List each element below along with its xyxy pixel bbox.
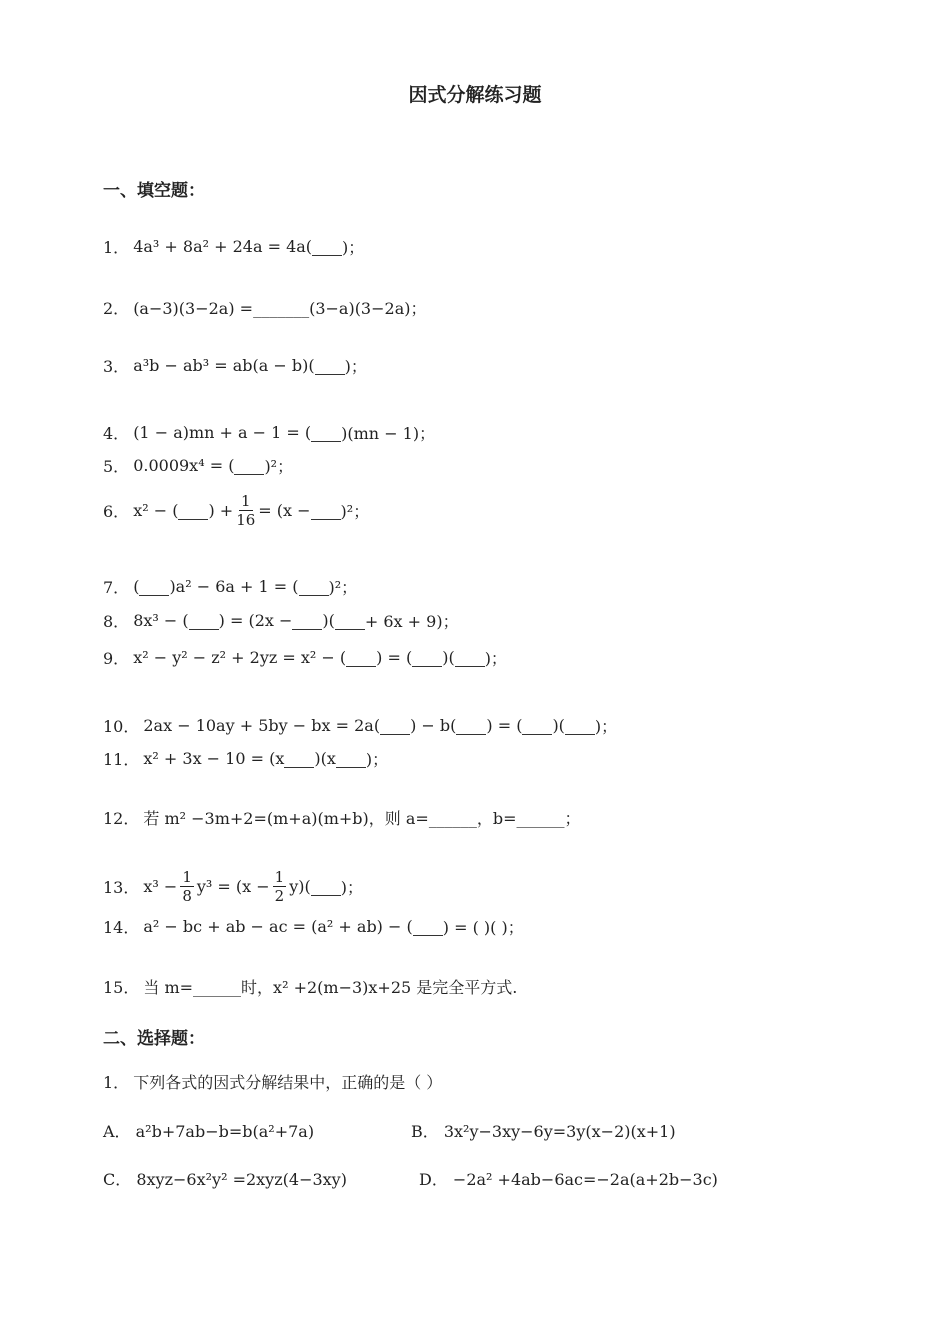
question-number: 5． xyxy=(103,456,130,476)
question-text: ) + xyxy=(208,500,234,520)
question-number: 2． xyxy=(103,298,130,318)
option-a[interactable]: A． a²b+7ab−b=b(a²+7a) xyxy=(103,1122,315,1141)
fraction-numerator: 1 xyxy=(240,491,251,510)
question-text: 4a³ + 8a² + 24a = 4a( xyxy=(133,236,313,256)
question-text: )a² − 6a + 1 = ( xyxy=(169,576,299,596)
answer-blank[interactable] xyxy=(335,610,365,630)
page-title: 因式分解练习题 xyxy=(408,84,542,106)
question-9 xyxy=(103,637,507,677)
option-b[interactable]: B． 3x²y−3xy−6y=3y(x−2)(x+1) xyxy=(411,1122,676,1141)
question-text: x² − y² − z² + 2yz = x² − ( xyxy=(133,647,347,667)
question-text: )； xyxy=(484,648,507,668)
answer-blank[interactable] xyxy=(178,500,208,520)
question-text: 2ax − 10ay + 5by − bx = 2a( xyxy=(143,715,381,735)
question-text: x² − ( xyxy=(133,500,179,520)
answer-blank[interactable] xyxy=(234,455,264,475)
fraction-numerator: 1 xyxy=(274,867,285,886)
answer-blank[interactable] xyxy=(346,647,376,667)
question-text: a³b − ab³ = ab(a − b)( xyxy=(133,355,315,375)
answer-blank[interactable] xyxy=(412,647,442,667)
question-text: (a−3)(3−2a) =_______(3−a)(3−2a)； xyxy=(133,298,427,318)
question-number: 10． xyxy=(103,716,140,736)
question-11 xyxy=(103,738,388,778)
section-multiple-choice: 二、选择题： xyxy=(103,1029,205,1049)
fraction-denominator: 16 xyxy=(236,510,256,529)
answer-blank[interactable] xyxy=(284,748,314,768)
answer-blank[interactable] xyxy=(315,355,345,375)
question-3 xyxy=(103,345,367,385)
answer-blank[interactable] xyxy=(522,715,552,735)
question-number: 9． xyxy=(103,648,130,668)
question-text: )； xyxy=(340,877,363,897)
answer-blank[interactable] xyxy=(311,500,341,520)
question-text: )； xyxy=(365,749,389,769)
question-text: ) − b( xyxy=(410,715,457,735)
question-text: 8x³ − ( xyxy=(133,610,189,630)
question-5 xyxy=(103,445,293,485)
question-number: 11． xyxy=(103,749,140,769)
question-text: )(mn − 1)； xyxy=(341,423,436,443)
question-number: 12． xyxy=(103,808,140,828)
fraction xyxy=(236,492,255,529)
question-text: x³ − xyxy=(143,876,178,896)
question-number: 8． xyxy=(103,611,130,631)
question-text: )(x xyxy=(314,748,336,768)
fraction xyxy=(273,868,287,905)
fraction-denominator: 2 xyxy=(274,886,285,905)
question-number: 14． xyxy=(103,917,140,937)
question-text: )； xyxy=(594,716,618,736)
question-text: )( xyxy=(552,715,565,735)
option-d[interactable]: D． −2a² +4ab−6ac=−2a(a+2b−3c) xyxy=(419,1170,718,1189)
answer-blank[interactable] xyxy=(336,748,366,768)
question-text: ( xyxy=(133,576,140,596)
question-text: )( xyxy=(442,647,455,667)
question-number: 1． xyxy=(103,237,130,257)
answer-blank[interactable] xyxy=(565,715,595,735)
question-text: (1 − a)mn + a − 1 = ( xyxy=(133,422,312,442)
question-text: )； xyxy=(342,237,365,257)
answer-blank[interactable] xyxy=(311,422,341,442)
question-text: x² + 3x − 10 = (x xyxy=(143,748,285,768)
question-number: 6． xyxy=(103,501,130,521)
question-text: )； xyxy=(344,356,367,376)
question-number: 1． xyxy=(103,1072,130,1092)
question-text: )( xyxy=(322,610,335,630)
question-text: + 6x + 9)； xyxy=(364,611,459,631)
question-text: 0.0009x⁴ = ( xyxy=(133,455,235,475)
question-number: 4． xyxy=(103,423,130,443)
question-text: )²； xyxy=(340,501,370,521)
answer-blank[interactable] xyxy=(189,610,219,630)
question-13 xyxy=(103,866,363,906)
question-text: 若 m² −3m+2=(m+a)(m+b)，则 a=______，b=______； xyxy=(143,808,581,828)
fraction-numerator: 1 xyxy=(182,867,192,886)
question-text: ) = (2x − xyxy=(218,610,293,630)
question-text: y)( xyxy=(289,876,311,896)
section-fill-blank: 一、填空题： xyxy=(103,181,205,201)
answer-blank[interactable] xyxy=(380,715,410,735)
question-text: y³ = (x − xyxy=(196,876,270,896)
question-6 xyxy=(103,490,369,530)
question-number: 13． xyxy=(103,877,140,897)
answer-blank[interactable] xyxy=(456,715,486,735)
fraction-denominator: 8 xyxy=(182,886,192,905)
answer-blank[interactable] xyxy=(455,647,485,667)
question-15 xyxy=(103,966,517,1006)
question-14 xyxy=(103,906,524,946)
option-c[interactable]: C． 8xyz−6x²y² =2xyz(4−3xy) xyxy=(103,1170,347,1189)
question-1 xyxy=(103,226,364,266)
question-2 xyxy=(103,287,426,327)
question-text: )²； xyxy=(328,577,358,597)
question-12 xyxy=(103,797,580,837)
answer-blank[interactable] xyxy=(299,576,329,596)
question-text: ) = ( xyxy=(376,647,413,667)
question-text: 下列各式的因式分解结果中，正确的是（ ） xyxy=(133,1072,443,1092)
answer-blank[interactable] xyxy=(312,236,342,256)
answer-blank[interactable] xyxy=(139,576,169,596)
answer-blank[interactable] xyxy=(292,610,322,630)
question-number: 15． xyxy=(103,977,140,997)
answer-blank[interactable] xyxy=(311,876,341,896)
question-text: ) = ( )( )； xyxy=(442,917,524,937)
question-text: ) = ( xyxy=(486,715,523,735)
question-number: 7． xyxy=(103,577,130,597)
question-number: 3． xyxy=(103,356,130,376)
question-8 xyxy=(103,600,459,640)
choice-question-1 xyxy=(103,1061,442,1101)
question-text: a² − bc + ab − ac = (a² + ab) − ( xyxy=(143,916,413,936)
answer-blank[interactable] xyxy=(413,916,443,936)
question-text: = (x − xyxy=(258,500,311,520)
question-text: 当 m=______时，x² +2(m−3)x+25 是完全平方式. xyxy=(143,977,518,997)
fraction xyxy=(180,868,194,905)
question-text: )²； xyxy=(264,456,294,476)
